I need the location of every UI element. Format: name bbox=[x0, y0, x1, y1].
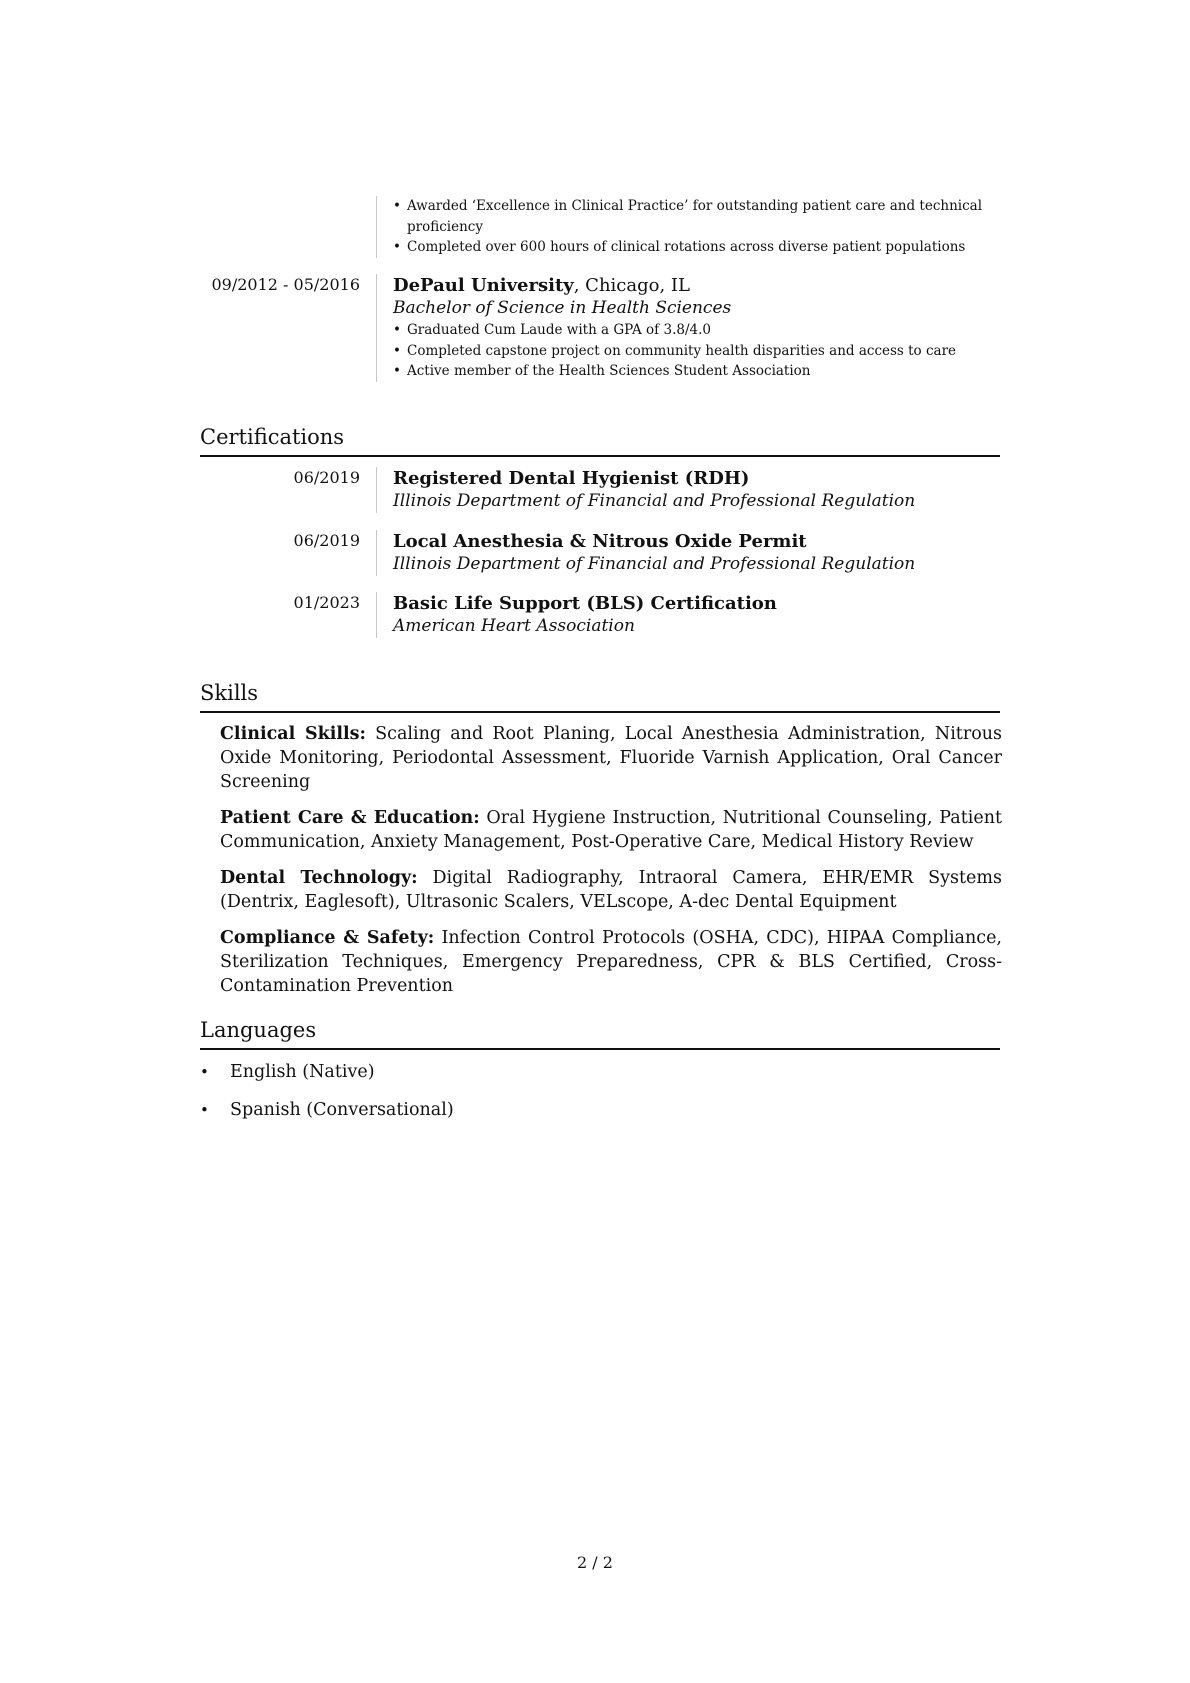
skills-list bbox=[220, 722, 1002, 1010]
languages-list bbox=[200, 1060, 800, 1136]
certification-entry bbox=[200, 467, 1000, 513]
section-divider bbox=[200, 455, 1000, 457]
skill-text: Scaling and Root Planing, Local Anesthesia Administration, Nitrous Oxide Monitoring, Periodontal Assessment, Fluoride Varnish Application, Oral Cancer Screening bbox=[220, 724, 1002, 792]
list-item: • Completed over 600 hours of clinical rotations across diverse patient populations bbox=[393, 237, 1000, 258]
school-line bbox=[393, 274, 1000, 297]
skill-group bbox=[220, 806, 1002, 854]
list-item: • Graduated Cum Laude with a GPA of 3.8/4.0 bbox=[393, 320, 1000, 341]
certification-issuer: Illinois Department of Financial and Professional Regulation bbox=[393, 491, 916, 511]
certification-entry bbox=[200, 592, 1000, 638]
certification-issuer: Illinois Department of Financial and Professional Regulation bbox=[393, 554, 916, 574]
education-entry bbox=[200, 274, 1000, 382]
skill-label: Compliance & Safety: bbox=[220, 928, 435, 948]
bullet-list bbox=[393, 196, 1000, 258]
list-item: • Completed capstone project on community health disparities and access to care bbox=[393, 341, 1000, 362]
entry-date: 01/2023 bbox=[293, 593, 360, 612]
page-number: 2 / 2 bbox=[577, 1553, 613, 1572]
certification-name: Registered Dental Hygienist (RDH) bbox=[393, 468, 750, 489]
list-item: • Awarded ‘Excellence in Clinical Practice’ for outstanding patient care and technical proficiency bbox=[393, 196, 1000, 237]
entry-date: 09/2012 - 05/2016 bbox=[211, 275, 360, 294]
entry-date: 06/2019 bbox=[293, 468, 360, 487]
skill-text: Oral Hygiene Instruction, Nutritional Counseling, Patient Communication, Anxiety Management, Post-Operative Care, Medical History Review bbox=[220, 808, 1002, 852]
skill-text: Digital Radiography, Intraoral Camera, EHR/EMR Systems (Dentrix, Eaglesoft), Ultrasonic Scalers, VELscope, A-dec Dental Equipment bbox=[220, 868, 1002, 912]
entry-body bbox=[376, 530, 1000, 576]
skill-group bbox=[220, 866, 1002, 914]
skill-label: Patient Care & Education: bbox=[220, 808, 480, 828]
list-item: • Active member of the Health Sciences Student Association bbox=[393, 361, 1000, 382]
degree: Bachelor of Science in Health Sciences bbox=[393, 298, 732, 318]
certification-entry bbox=[200, 530, 1000, 576]
entry-date: 06/2019 bbox=[293, 531, 360, 550]
education-continued-entry bbox=[200, 196, 1000, 258]
entry-body bbox=[376, 592, 1000, 638]
section-title-certifications: Certifications bbox=[200, 425, 345, 449]
certification-issuer: American Heart Association bbox=[393, 616, 635, 636]
section-title-skills: Skills bbox=[200, 681, 259, 705]
section-divider bbox=[200, 711, 1000, 713]
skill-group bbox=[220, 926, 1002, 998]
section-divider bbox=[200, 1048, 1000, 1050]
entry-date bbox=[200, 196, 376, 258]
entry-body bbox=[376, 196, 1000, 258]
school-name: DePaul University bbox=[393, 275, 574, 296]
entry-body bbox=[376, 274, 1000, 382]
certification-name: Basic Life Support (BLS) Certification bbox=[393, 593, 777, 614]
skill-text: Infection Control Protocols (OSHA, CDC), HIPAA Compliance, Sterilization Techniques, Emergency Preparedness, CPR & BLS Certified, Cross-Contamination Prevention bbox=[220, 928, 1002, 996]
certification-name: Local Anesthesia & Nitrous Oxide Permit bbox=[393, 531, 807, 552]
bullet-list bbox=[393, 320, 1000, 382]
entry-body bbox=[376, 467, 1000, 513]
skill-label: Clinical Skills: bbox=[220, 724, 366, 744]
list-item: • Spanish (Conversational) bbox=[200, 1098, 800, 1122]
school-location: , Chicago, IL bbox=[573, 275, 690, 296]
section-title-languages: Languages bbox=[200, 1018, 317, 1042]
skill-group bbox=[220, 722, 1002, 794]
skill-label: Dental Technology: bbox=[220, 868, 418, 888]
list-item: • English (Native) bbox=[200, 1060, 800, 1084]
